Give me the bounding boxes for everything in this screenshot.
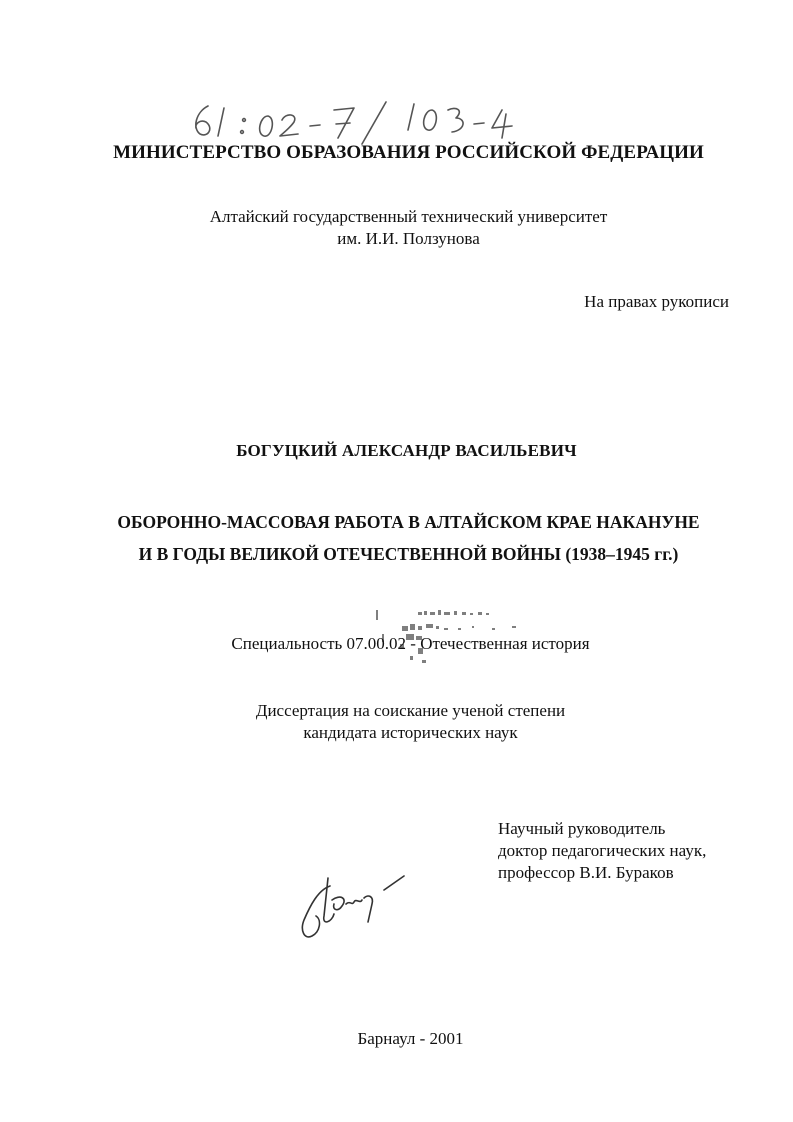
ministry-heading: МИНИСТЕРСТВО ОБРАЗОВАНИЯ РОССИЙСКОЙ ФЕДЕРАЦИИ xyxy=(113,142,704,163)
degree-line-1: Диссертация на соискание ученой степени xyxy=(255,701,566,720)
title-line-2 xyxy=(12,538,793,570)
title-years: (1938–1945 гг.) xyxy=(565,544,679,564)
title-line-2-main: И В ГОДЫ ВЕЛИКОЙ ОТЕЧЕСТВЕННОЙ ВОЙНЫ xyxy=(138,544,566,564)
handwritten-archive-number xyxy=(186,94,566,146)
handwritten-signature-icon xyxy=(288,870,428,950)
author-name: БОГУЦКИЙ АЛЕКСАНДР ВАСИЛЬЕВИЧ xyxy=(236,441,577,460)
university-named-after: им. И.И. Ползунова xyxy=(337,229,480,248)
supervisor-block xyxy=(498,818,706,884)
supervisor-degree: доктор педагогических наук, xyxy=(498,841,707,860)
dissertation-title xyxy=(12,506,793,570)
title-line-1: ОБОРОННО-МАССОВАЯ РАБОТА В АЛТАЙСКОМ КРАЕ НАКАНУНЕ xyxy=(117,512,700,532)
degree-line-2: кандидата исторических наук xyxy=(303,723,518,742)
city-year: Барнаул - 2001 xyxy=(357,1029,464,1048)
supervisor-name: профессор В.И. Бураков xyxy=(498,863,674,882)
supervisor-role: Научный руководитель xyxy=(498,819,666,838)
university-name-line: Алтайский государственный технический университет xyxy=(209,207,608,226)
manuscript-note: На правах рукописи xyxy=(584,292,729,311)
degree-statement xyxy=(14,700,793,744)
specialty-line: Специальность 07.00.02 - Отечественная история xyxy=(231,634,590,653)
university-name xyxy=(12,206,793,250)
